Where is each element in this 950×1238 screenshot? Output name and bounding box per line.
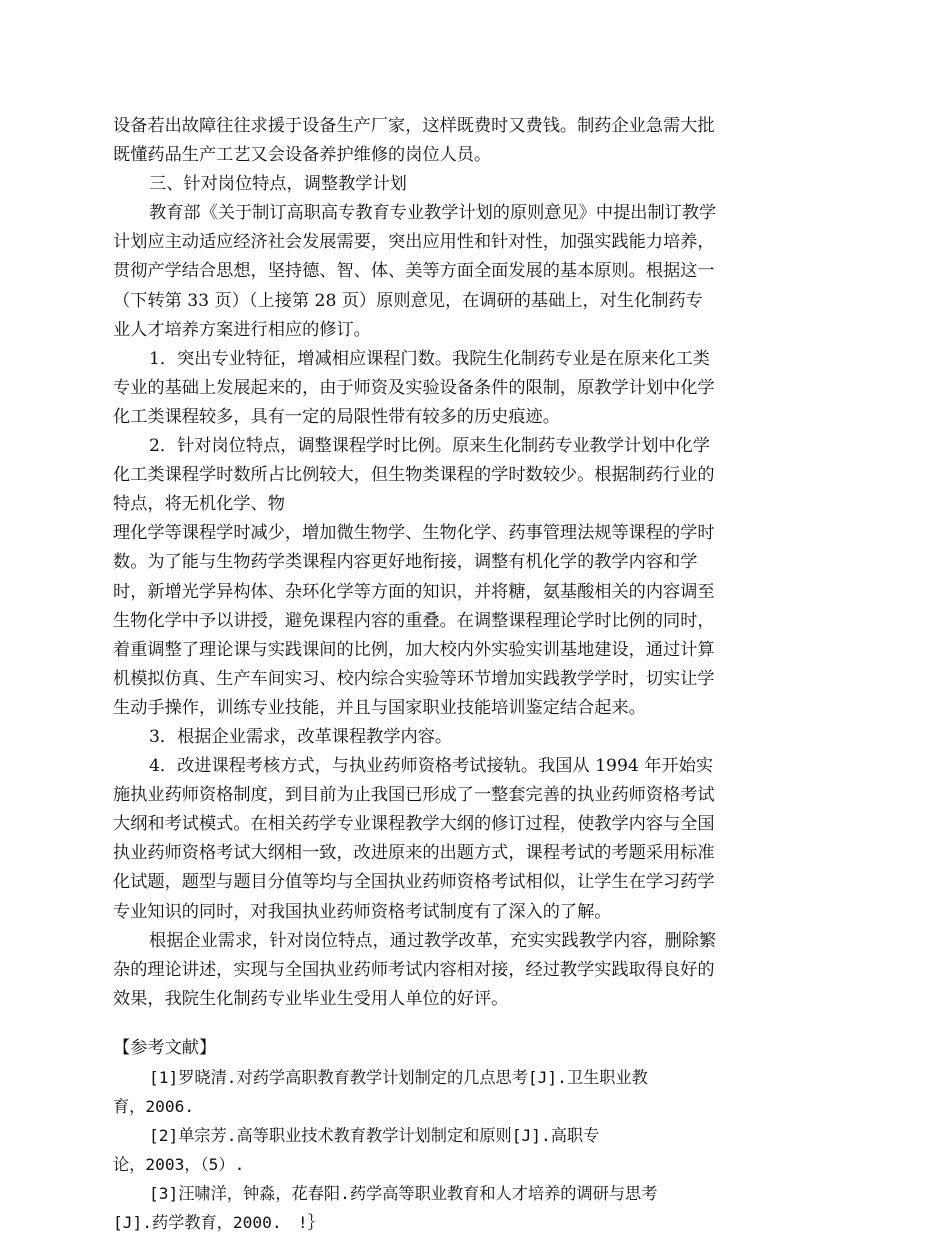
body-line: 业人才培养方案进行相应的修订。 <box>113 319 371 340</box>
body-line: 生动手操作，训练专业技能，并且与国家职业技能培训鉴定结合起来。 <box>113 697 646 718</box>
body-line: 特点，将无机化学、物 <box>113 494 285 515</box>
body-line: 既懂药品生产工艺又会设备养护维修的岗位人员。 <box>113 145 492 166</box>
body-line: 专业的基础上发展起来的，由于师资及实验设备条件的限制，原教学计划中化学 <box>113 377 715 398</box>
document-page <box>113 112 768 1238</box>
body-line: 施执业药师资格制度，到目前为止我国已形成了一整套完善的执业药师资格考试 <box>113 785 715 806</box>
body-line: 生物化学中予以讲授，避免课程内容的重叠。在调整课程理论学时比例的同时， <box>113 610 715 631</box>
section-heading: 三、针对岗位特点，调整教学计划 <box>149 174 407 195</box>
body-line: （下转第 33 页）（上接第 28 页）原则意见，在调研的基础上，对生化制药专 <box>113 290 703 311</box>
body-line: 数。为了能与生物药学类课程内容更好地衔接，调整有机化学的教学内容和学 <box>113 552 698 573</box>
reference-line: 论，2003，（5）. <box>113 1155 245 1175</box>
body-line: 1．突出专业特征，增减相应课程门数。我院生化制药专业是在原来化工类 <box>149 348 710 369</box>
reference-line: 育，2006. <box>113 1097 195 1117</box>
section-gap <box>113 1014 768 1034</box>
body-line: 化试题，题型与题目分值等均与全国执业药师资格考试相似，让学生在学习药学 <box>113 872 715 893</box>
body-line: 教育部《关于制订高职高专教育专业教学计划的原则意见》中提出制订教学 <box>149 203 717 224</box>
references-heading: 【参考文献】 <box>113 1037 217 1058</box>
body-line: 效果，我院生化制药专业毕业生受用人单位的好评。 <box>113 988 509 1009</box>
body-line: 设备若出故障往往求援于设备生产厂家，这样既费时又费钱。制药企业急需大批 <box>113 116 715 136</box>
body-line: 化工类课程学时数所占比例较大，但生物类课程的学时数较少。根据制药行业的 <box>113 465 715 486</box>
body-line: 专业知识的同时，对我国执业药师资格考试制度有了深入的了解。 <box>113 901 612 922</box>
body-line: 4．改进课程考核方式，与执业药师资格考试接轨。我国从 1994 年开始实 <box>149 756 714 777</box>
body-line: 根据企业需求，针对岗位特点，通过教学改革，充实实践教学内容，删除繁 <box>149 930 717 951</box>
body-line: 3．根据企业需求，改革课程教学内容。 <box>149 726 453 747</box>
body-line: 2．针对岗位特点，调整课程学时比例。原来生化制药专业教学计划中化学 <box>149 436 710 457</box>
reference-line: [3]汪啸洋，钟淼，花春阳.药学高等职业教育和人才培养的调研与思考 <box>149 1184 658 1204</box>
body-line: 理化学等课程学时减少，增加微生物学、生物化学、药事管理法规等课程的学时 <box>113 523 715 544</box>
reference-line: [J].药学教育，2000. !｝ <box>113 1213 324 1233</box>
body-line: 执业药师资格考试大纲相一致，改进原来的出题方式，课程考试的考题采用标准 <box>113 843 715 864</box>
body-line: 着重调整了理论课与实践课间的比例，加大校内外实验实训基地建设，通过计算 <box>113 639 715 660</box>
body-line: 时，新增光学异构体、杂环化学等方面的知识，并将糖，氨基酸相关的内容调至 <box>113 581 715 602</box>
body-line: 化工类课程较多，具有一定的局限性带有较多的历史痕迹。 <box>113 406 560 427</box>
body-line: 计划应主动适应经济社会发展需要，突出应用性和针对性，加强实践能力培养， <box>113 232 715 253</box>
reference-line: [2]单宗芳.高等职业技术教育教学计划制定和原则[J].高职专 <box>149 1126 600 1146</box>
body-line: 机模拟仿真、生产车间实习、校内综合实验等环节增加实践教学学时，切实让学 <box>113 668 715 689</box>
body-line: 贯彻产学结合思想，坚持德、智、体、美等方面全面发展的基本原则。根据这一 <box>113 261 715 282</box>
reference-line: [1]罗晓清.对药学高职教育教学计划制定的几点思考[J].卫生职业教 <box>149 1068 648 1087</box>
body-line: 大纲和考试模式。在相关药学专业课程教学大纲的修订过程，使教学内容与全国 <box>113 814 715 835</box>
body-line: 杂的理论讲述，实现与全国执业药师考试内容相对接，经过教学实践取得良好的 <box>113 959 715 980</box>
